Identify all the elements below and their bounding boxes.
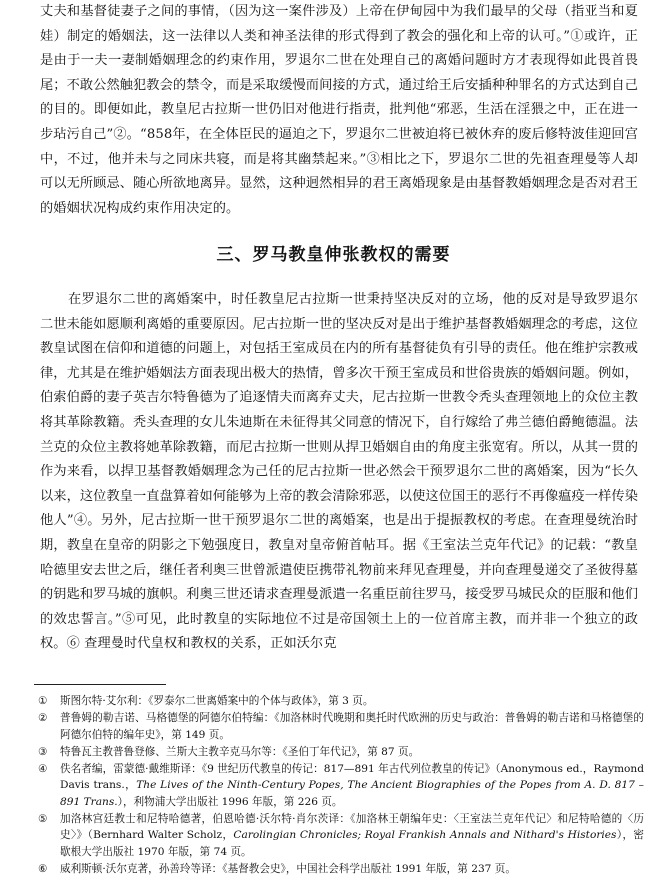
- footnote-text: 特鲁瓦主教普鲁登修、兰斯大主教辛克马尔等：《圣伯丁年代记》，第 87 页。: [60, 745, 420, 758]
- footnote-text: 威利斯顿·沃尔克著，孙善玲等译：《基督教会史》，中国社会科学出版社 1991 年版，第 237 页。: [60, 862, 516, 875]
- footnote-text: 斯图尔特·艾尔利：《罗泰尔二世离婚案中的个体与政体》，第 3 页。: [60, 695, 374, 707]
- footnote-1: [34, 693, 644, 710]
- footnote-number: ⑤: [38, 812, 48, 825]
- body-paragraph-2: 在罗退尔二世的离婚案中，时任教皇尼古拉斯一世秉持坚决反对的立场，他的反对是导致罗退尔二世未能如愿顺利离婚的重要原因。尼古拉斯一世的坚决反对是出于维护基督教婚姻理念的考虑，这位教皇试图在信仰和道德的问题上，对包括王室成员在内的所有基督徒负有引导的责任。他在维护宗教戒律，尤其是在维护婚姻法方面表现出极大的热情，曾多次干预王室成员和世俗贵族的婚姻问题。例如，伯索伯爵的妻子英吉尔特鲁德为了追逐情夫而离弃丈夫，尼古拉斯一世教令秃头查理领地上的众位主教将其革除教籍。秃头查理的女儿朱迪斯在未征得其父同意的情况下，自行嫁给了弗兰德伯爵鲍德温。法兰克的众位主教将她革除教籍，而尼古拉斯一世则从捍卫婚姻自由的角度主张宽宥。所以，从其一贯的作为来看，以捍卫基督教婚姻理念为己任的尼古拉斯一世必然会干预罗退尔二世的离婚案，因为“长久以来，这位教皇一直盘算着如何能够为上帝的教会清除邪恶，以使这位国王的恶行不再像瘟疫一样传染他人”④。另外，尼古拉斯一世干预罗退尔二世的离婚案，也是出于提振教权的考虑。在查理曼统治时期，教皇在皇帝的阴影之下勉强度日，教皇对皇帝俯首帖耳。据《王室法兰克年代记》的记载：“教皇哈德里安去世之后，继任者利奥三世曾派遣使臣携带礼物前来拜见查理曼，并向查理曼递交了圣彼得墓的钥匙和罗马城的旗帜。利奥三世还请求查理曼派遣一名重臣前往罗马，接受罗马城民众的臣服和他们的效忠誓言。”⑤可见，此时教皇的实际地位不过是帝国领土上的一位首席主教，而并非一个独立的政权。⑥ 查理曼时代皇权和教权的关系，正如沃尔克: [40, 292, 638, 652]
- footnote-title-italic: Carolingian Chronicles; Royal Frankish Annals and Nithard's Histories: [233, 829, 617, 842]
- footnote-3: [34, 744, 644, 761]
- footnote-text: 普鲁姆的勒吉诺、马格德堡的阿德尔伯特编：《加洛林时代晚期和奥托时代欧洲的历史与政治：普鲁姆的勒吉诺和马格德堡的阿德尔伯特的编年史》，第 149 页。: [60, 711, 644, 741]
- footnote-4: [34, 761, 644, 811]
- footnote-divider: [34, 684, 166, 685]
- footnote-number: ④: [38, 762, 48, 775]
- footnote-text-pre: 加洛林宫廷教士和尼特哈德著，伯恩哈德·沃尔特·肖尔茨译：《加洛林王朝编年史：〈王室法兰克年代记〉和尼特哈德的〈历史〉》（Bernhard Walter Scholz，: [60, 812, 644, 842]
- footnote-text-post: ），密歇根大学出版社 1970 年版，第 74 页。: [60, 829, 644, 858]
- footnote-6: [34, 861, 644, 878]
- body-paragraph-1: 丈夫和基督徒妻子之间的事情，（因为这一案件涉及）上帝在伊甸园中为我们最早的父母（指亚当和夏娃）制定的婚姻法，这一法律以人类和神圣法律的形式得到了教会的强化和上帝的认可。”①或许，正是由于一夫一妻制婚姻理念的约束作用，罗退尔二世在处理自己的离婚问题时方才表现得如此畏首畏尾；不敢公然触犯教会的禁令，而是采取缓慢而间接的方式，通过给王后安插种种罪名的方式达到自己的目的。即便如此，教皇尼古拉斯一世仍旧对他进行指责，批判他“邪恶，生活在淫猥之中，正在进一步玷污自己”②。“858年，在全体臣民的逼迫之下，罗退尔二世被迫将已被休弃的废后修特波佳迎回宫中，不过，他并未与之同床共寝，而是将其幽禁起来。”③相比之下，罗退尔二世的先祖查理曼等人却可以无所顾忌、随心所欲地离异。显然，这种迥然相异的君王离婚现象是由基督教婚姻理念是否对君王的婚姻状况构成约束作用决定的。: [40, 4, 638, 216]
- footnote-number: ⑥: [38, 862, 48, 875]
- section-heading: 三、罗马教皇伸张教权的需要: [216, 245, 451, 265]
- footnote-title-italic: The Lives of the Ninth-Century Popes, The Ancient Biographies of the Popes from A. D. 817 – 891 Trans.: [60, 779, 644, 808]
- footnote-text-pre: 佚名者编，雷蒙德·戴维斯译：《9 世纪历代教皇的传记：817—891 年古代列位教皇的传记》（Anonymous ed.，Raymond Davis trans.，: [60, 762, 644, 792]
- footnotes: [34, 693, 644, 878]
- footnote-number: ②: [38, 711, 48, 724]
- footnote-2: [34, 710, 644, 743]
- footnote-number: ③: [38, 745, 48, 758]
- footnote-text-post: ），利物浦大学出版社 1996 年版，第 226 页。: [117, 795, 343, 808]
- footnote-5: [34, 811, 644, 861]
- footnote-number: ①: [38, 695, 48, 707]
